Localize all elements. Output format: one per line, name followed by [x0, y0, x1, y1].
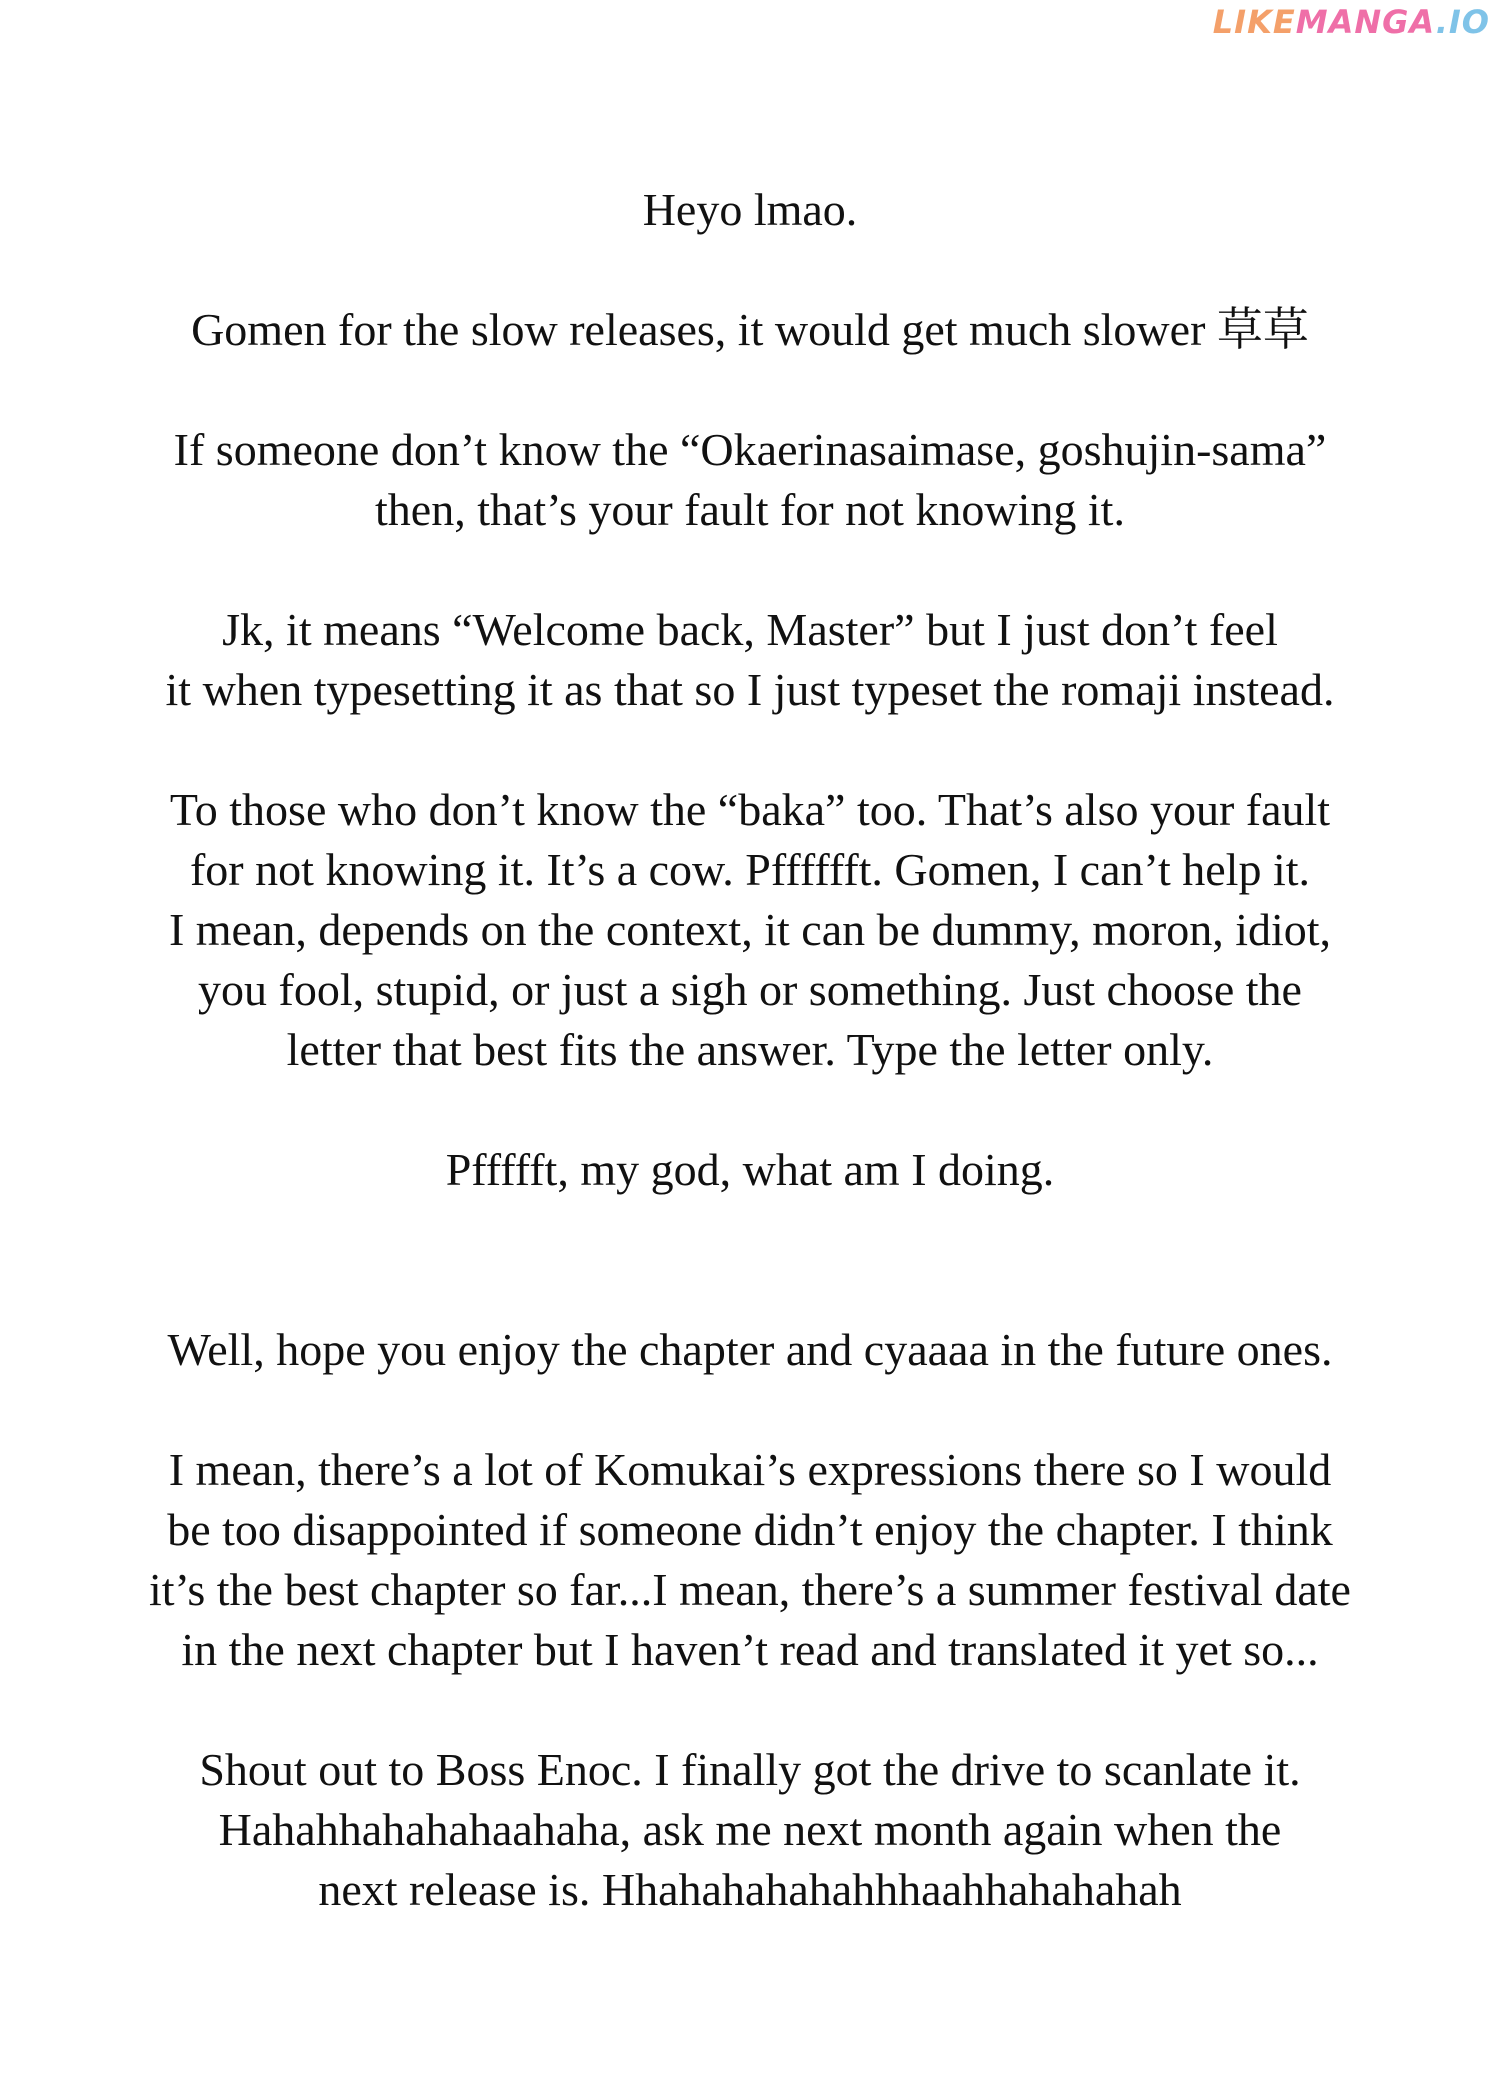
note-line: Shout out to Boss Enoc. I finally got the drive to scanlate it.	[199, 1744, 1301, 1795]
note-paragraph-baka	[0, 780, 1500, 1080]
note-line: it’s the best chapter so far...I mean, there’s a summer festival date	[149, 1564, 1351, 1615]
note-line: letter that best fits the answer. Type the letter only.	[286, 1024, 1214, 1075]
note-line: I mean, depends on the context, it can be dummy, moron, idiot,	[168, 904, 1332, 955]
note-line: for not knowing it. It’s a cow. Pfffffft. Gomen, I can’t help it.	[189, 844, 1311, 895]
note-line: Hahahhahahahaahaha, ask me next month again when the	[218, 1804, 1282, 1855]
watermark-part-manga: MANGA	[1295, 3, 1436, 41]
note-paragraph-shoutout	[0, 1740, 1500, 1920]
note-paragraph-greeting	[0, 180, 1500, 240]
note-paragraph-meaning	[0, 600, 1500, 720]
note-paragraph-okaeri	[0, 420, 1500, 540]
note-line: Gomen for the slow releases, it would get much slower 草草	[191, 304, 1309, 355]
note-line: Jk, it means “Welcome back, Master” but I just don’t feel	[222, 604, 1278, 655]
note-paragraph-aside	[0, 1140, 1500, 1200]
note-line: be too disappointed if someone didn’t enjoy the chapter. I think	[167, 1504, 1333, 1555]
note-line: I mean, there’s a lot of Komukai’s expressions there so I would	[168, 1444, 1332, 1495]
note-line: next release is. Hhahahahahahhhaahhahahahah	[318, 1864, 1182, 1915]
note-paragraph-farewell	[0, 1320, 1500, 1380]
note-line: Heyo lmao.	[642, 184, 858, 235]
note-line: Well, hope you enjoy the chapter and cyaaaa in the future ones.	[167, 1324, 1333, 1375]
note-paragraph-chapter-comment	[0, 1440, 1500, 1680]
note-line: then, that’s your fault for not knowing it.	[375, 484, 1125, 535]
watermark-part-like: LIKE	[1212, 3, 1296, 41]
note-line: you fool, stupid, or just a sigh or something. Just choose the	[198, 964, 1302, 1015]
note-line: it when typesetting it as that so I just typeset the romaji instead.	[165, 664, 1335, 715]
note-line: To those who don’t know the “baka” too. That’s also your fault	[169, 784, 1331, 835]
watermark-part-io: .IO	[1435, 3, 1490, 41]
note-line: Pffffft, my god, what am I doing.	[445, 1144, 1055, 1195]
note-paragraph-apology	[0, 300, 1500, 360]
note-line: If someone don’t know the “Okaerinasaimase, goshujin-sama”	[173, 424, 1327, 475]
note-line: in the next chapter but I haven’t read and translated it yet so...	[181, 1624, 1319, 1675]
